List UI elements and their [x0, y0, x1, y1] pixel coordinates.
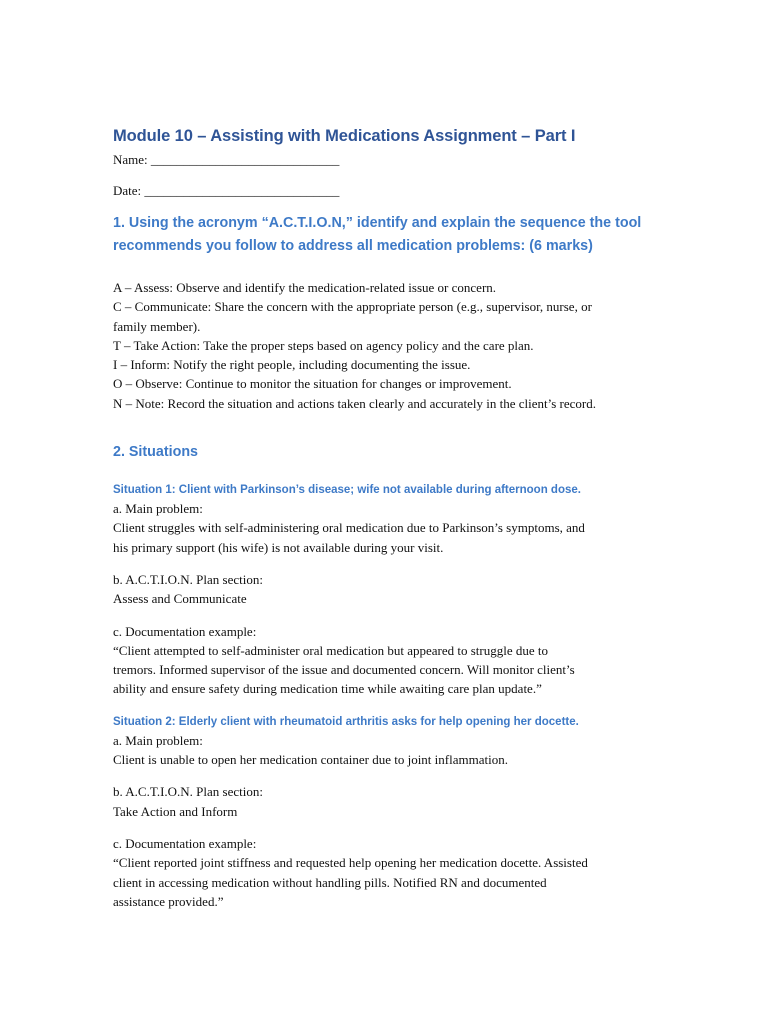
situation-1-plan	[113, 570, 673, 609]
list-item: family member).	[113, 318, 201, 334]
documentation-text: client in accessing medication without handling pills. Notified RN and documented	[113, 874, 547, 890]
documentation-text: ability and ensure safety during medication time while awaiting care plan update.”	[113, 681, 542, 697]
situation-2-problem	[113, 731, 673, 770]
situations-heading: 2. Situations	[113, 444, 198, 461]
list-item: O – Observe: Continue to monitor the situation for changes or improvement.	[113, 376, 512, 392]
name-field: Name: _____________________________	[113, 152, 340, 167]
situation-2-documentation	[113, 834, 673, 911]
list-item: N – Note: Record the situation and actions taken clearly and accurately in the client’s record.	[113, 395, 596, 411]
documentation-text: “Client reported joint stiffness and requested help opening her medication docette. Assisted	[113, 855, 588, 871]
list-item: A – Assess: Observe and identify the medication-related issue or concern.	[113, 280, 497, 295]
situation-1-problem	[113, 499, 673, 557]
documentation-text: assistance provided.”	[113, 893, 224, 909]
documentation-text: tremors. Informed supervisor of the issue and documented concern. Will monitor client’s	[113, 662, 575, 678]
plan-label: b. A.C.T.I.O.N. Plan section:	[113, 571, 263, 587]
plan-value: Take Action and Inform	[113, 803, 238, 819]
plan-value: Assess and Communicate	[113, 591, 247, 607]
situation-1-heading: Situation 1: Client with Parkinson’s disease; wife not available during afternoon dose.	[113, 484, 581, 497]
question-1-heading	[113, 212, 673, 258]
list-item: I – Inform: Notify the right people, including documenting the issue.	[113, 357, 471, 373]
date-field: Date: ______________________________	[113, 183, 340, 198]
problem-text: his primary support (his wife) is not available during your visit.	[113, 539, 444, 555]
list-item: C – Communicate: Share the concern with the appropriate person (e.g., supervisor, nurse, or	[113, 299, 592, 315]
list-item: T – Take Action: Take the proper steps based on agency policy and the care plan.	[113, 337, 534, 353]
documentation-label: c. Documentation example:	[113, 835, 257, 851]
problem-label: a. Main problem:	[113, 501, 203, 517]
situation-1-documentation	[113, 622, 673, 699]
documentation-text: “Client attempted to self-administer oral medication but appeared to struggle due to	[113, 642, 549, 658]
action-acronym-list	[113, 278, 673, 413]
problem-text: Client struggles with self-administering oral medication due to Parkinson’s symptoms, and	[113, 520, 585, 536]
situation-2-plan	[113, 782, 673, 821]
question-1-heading-line: 1. Using the acronym “A.C.T.I.O.N,” identify and explain the sequence the tool	[113, 215, 642, 231]
documentation-label: c. Documentation example:	[113, 623, 257, 639]
question-1-heading-line: recommends you follow to address all medication problems: (6 marks)	[113, 238, 593, 254]
problem-label: a. Main problem:	[113, 732, 203, 748]
problem-text: Client is unable to open her medication container due to joint inflammation.	[113, 752, 508, 768]
situation-2-heading: Situation 2: Elderly client with rheumatoid arthritis asks for help opening her docette.	[113, 715, 579, 728]
document-page	[113, 124, 673, 911]
page-title: Module 10 – Assisting with Medications Assignment – Part I	[113, 127, 576, 145]
plan-label: b. A.C.T.I.O.N. Plan section:	[113, 784, 263, 800]
